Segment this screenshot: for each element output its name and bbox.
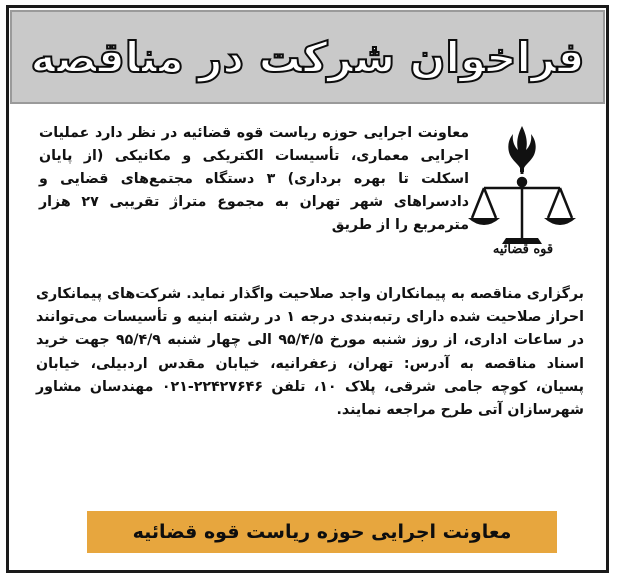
page-title: فراخوان شرکت در مناقصه	[30, 32, 585, 82]
header-banner	[10, 10, 605, 104]
footer-title: معاونت اجرایی حوزه ریاست قوه قضائیه	[132, 521, 512, 543]
emblem-caption: قوه قضائیه	[492, 242, 554, 257]
notice-paragraph-1: معاونت اجرایی حوزه ریاست قوه قضائیه در نظر دارد عملیات اجرایی معماری، تأسیسات الکتریکی و مکانیکی (از پایان اسکلت تا بهره برداری) ۳ دستگاه مجتمع‌های قضایی و دادسراهای شهر تهران به مجموع متراژ تقریبی ۲۷ هزار مترمربع را از طریق	[39, 125, 469, 233]
footer-banner	[87, 511, 557, 553]
notice-paragraph-2: برگزاری مناقصه به پیمانکاران واجد صلاحیت واگذار نماید. شرکت‌های پیمانکاری احراز صلاحیت شده دارای رتبه‌بندی درجه ۱ در رشته ابنیه و تأسیسات می‌توانند در ساعات اداری، از روز شنبه مورخ ۹۵/۴/۵ الی چهار شنبه ۹۵/۴/۹ جهت خرید اسناد مناقصه به آدرس: تهران، زعفرانیه، خیابان مقدس اردبیلی، خیابان پسیان، کوچه جامی شرقی، پلاک ۱۰، تلفن ۲۲۴۲۷۶۴۶-۰۲۱ مهندسان مشاور شهرسازان آتی طرح مراجعه نمایند.	[36, 286, 585, 419]
